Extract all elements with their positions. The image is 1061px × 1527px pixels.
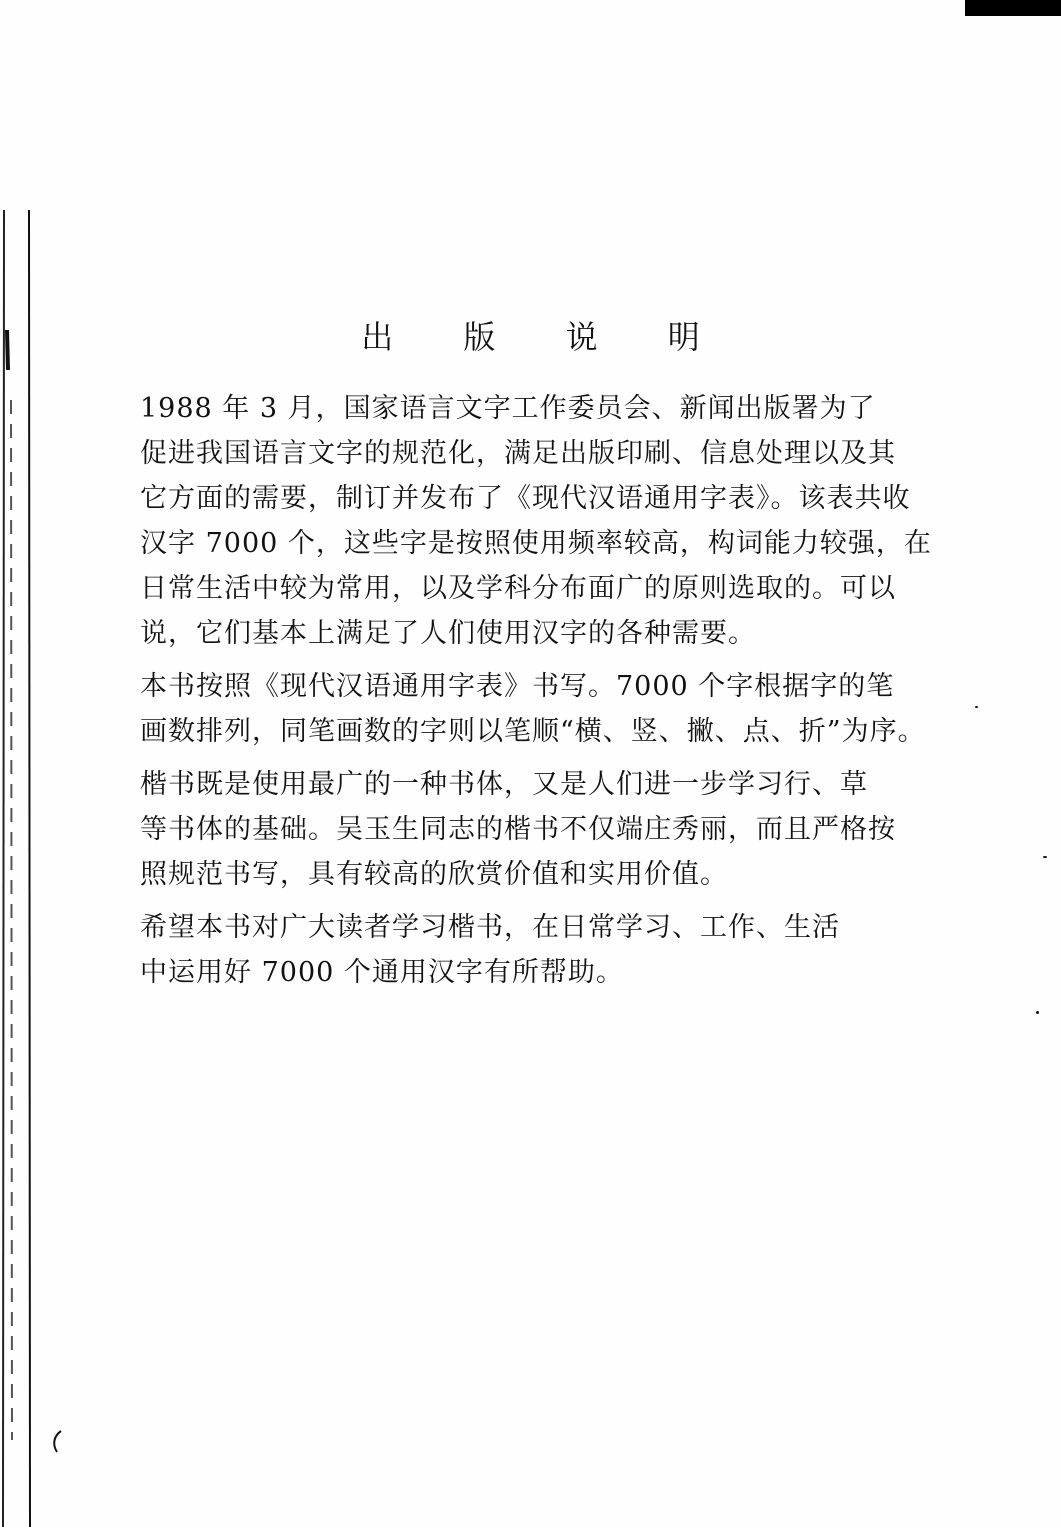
- text-line: 希望本书对广大读者学习楷书，在日常学习、工作、生活: [140, 912, 840, 943]
- document-body: [140, 386, 932, 1003]
- text-line: 日常生活中较为常用，以及学科分布面广的原则选取的。可以: [140, 573, 896, 604]
- text-line: 画数排列，同笔画数的字则以笔顺“横、竖、撇、点、折”为序。: [140, 716, 926, 747]
- text-line: 本书按照《现代汉语通用字表》书写。7000 个字根据字的笔: [140, 671, 895, 702]
- scan-speck: [975, 706, 978, 708]
- scan-corner-mark: [965, 0, 1061, 16]
- text-line: 说，它们基本上满足了人们使用汉字的各种需要。: [140, 618, 756, 649]
- text-line: 楷书既是使用最广的一种书体，又是人们进一步学习行、草: [140, 769, 868, 800]
- text-line: 汉字 7000 个，这些字是按照使用频率较高，构词能力较强，在: [140, 528, 932, 559]
- text-line: 它方面的需要，制订并发布了《现代汉语通用字表》。该表共收: [140, 483, 911, 514]
- text-line: 照规范书写，具有较高的欣赏价值和实用价值。: [140, 859, 728, 890]
- page-title: 出 版 说 明: [361, 318, 730, 357]
- text-line: 1988 年 3 月，国家语言文字工作委员会、新闻出版署为了: [140, 393, 876, 424]
- paragraph: [140, 762, 916, 897]
- paragraph: [140, 386, 932, 656]
- scan-speck: [1043, 856, 1047, 858]
- scan-binding-edge: [0, 210, 34, 1527]
- text-line: 中运用好 7000 个通用汉字有所帮助。: [140, 957, 624, 988]
- text-line: 等书体的基础。吴玉生同志的楷书不仅端庄秀丽，而且严格按: [140, 814, 896, 845]
- paragraph: [140, 905, 916, 995]
- scan-speck: [1036, 1011, 1039, 1014]
- text-line: 促进我国语言文字的规范化，满足出版印刷、信息处理以及其: [140, 438, 896, 469]
- scan-artifact-mark: [49, 1424, 67, 1458]
- paragraph: [140, 664, 926, 754]
